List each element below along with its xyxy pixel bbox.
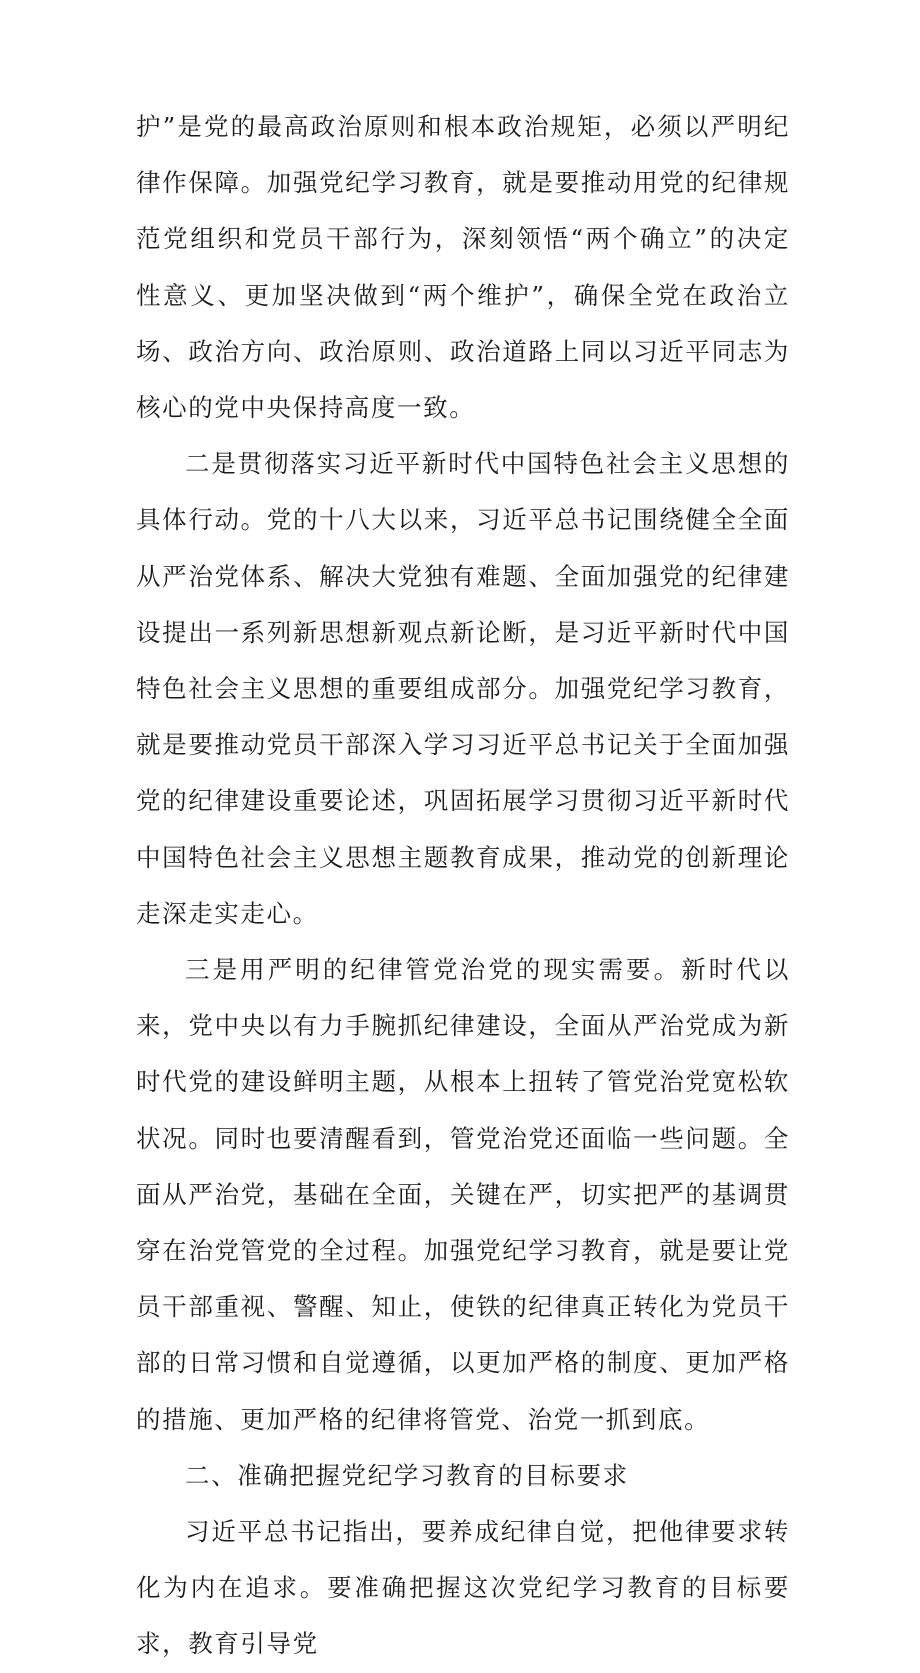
paragraph-second-point: 二是贯彻落实习近平新时代中国特色社会主义思想的具体行动。党的十八大以来，习近平总书记围绕健全全面从严治党体系、解决大党独有难题、全面加强党的纪律建设提出一系列新思想新观点新论断，是习近平新时代中国特色社会主义思想的重要组成部分。加强党纪学习教育，就是要推动党员干部深入学习习近平总书记关于全面加强党的纪律建设重要论述，巩固拓展学习贯彻习近平新时代中国特色社会主义思想主题教育成果，推动党的创新理论走深走实走心。 [136,449,790,928]
paragraph-political-principle: 护”是党的最高政治原则和根本政治规矩，必须以严明纪律作保障。加强党纪学习教育，就是要推动用党的纪律规范党组织和党员干部行为，深刻领悟“两个确立”的决定性意义、更加坚决做到“两个维护”，确保全党在政治立场、政治方向、政治原则、政治道路上同以习近平同志为核心的党中央保持高度一致。 [136,112,790,423]
document-body [136,99,790,1673]
section-heading: 二、准确把握党纪学习教育的目标要求 [185,1460,629,1490]
paragraph-third-point: 三是用严明的纪律管党治党的现实需要。新时代以来，党中央以有力手腕抓纪律建设，全面从严治党成为新时代党的建设鲜明主题，从根本上扭转了管党治党宽松软状况。同时也要清醒看到，管党治党还面临一些问题。全面从严治党，基础在全面，关键在严，切实把严的基调贯穿在治党管党的全过程。加强党纪学习教育，就是要让党员干部重视、警醒、知止，使铁的纪律真正转化为党员干部的日常习惯和自觉遵循，以更加严格的制度、更加严格的措施、更加严格的纪律将管党、治党一抓到底。 [136,955,790,1434]
paragraph-closing: 习近平总书记指出，要养成纪律自觉，把他律要求转化为内在追求。要准确把握这次党纪学习教育的目标要求，教育引导党 [136,1517,790,1659]
